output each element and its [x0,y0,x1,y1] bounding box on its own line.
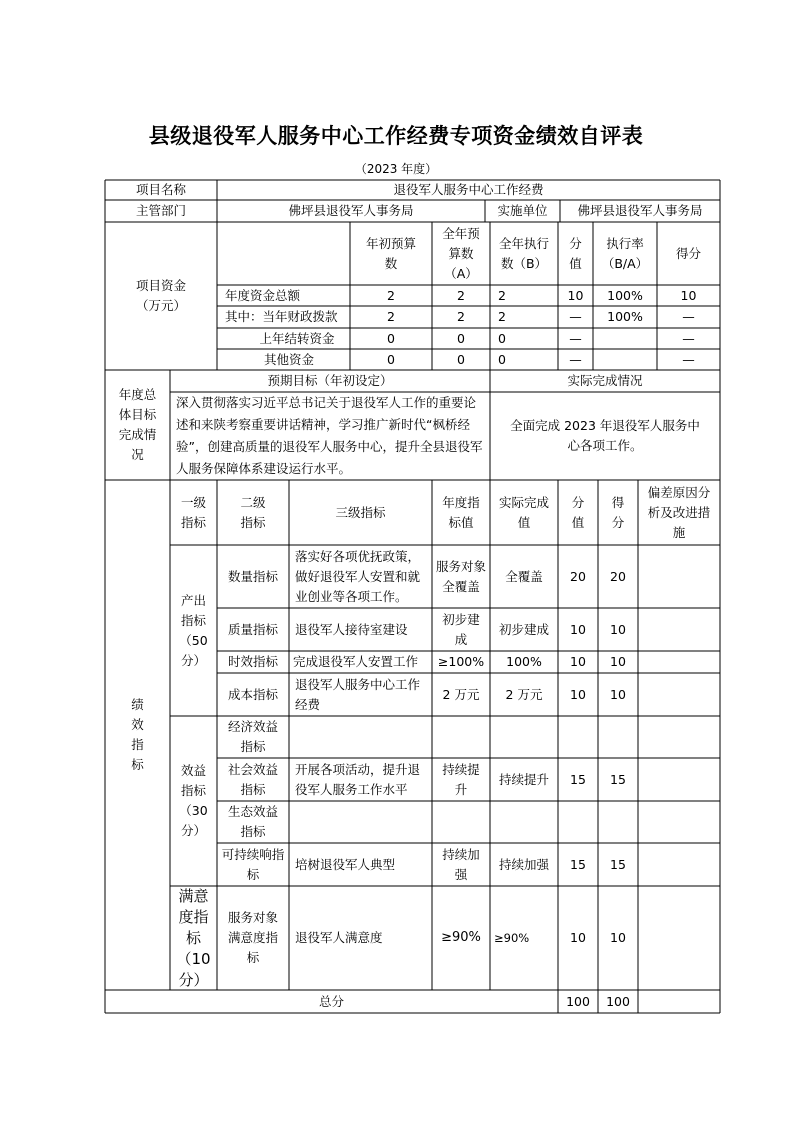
perf-row-level2: 时效指标 [227,654,278,669]
perf-row-target [432,716,490,758]
perf-row-level2: 生态效益指标 [227,804,278,839]
perf-row-score: 20 [610,568,626,584]
perf-row-deviation [638,758,720,801]
perf-row-deviation [638,886,720,990]
funds-label [105,222,217,370]
funds-row-budget: 2 [457,287,465,303]
perf-row-target: ≥90% [441,930,481,945]
total-score: 100 [606,993,630,1009]
perf-row-deviation [638,843,720,886]
perf-row-score [598,716,638,758]
funds-row-value: — [569,309,582,324]
perf-row-level2: 成本指标 [227,686,278,702]
perf-row-actual: 100% [506,654,542,669]
perf-row-level2: 质量指标 [227,621,278,637]
total-value: 100 [566,993,590,1009]
perf-row-value: 15 [570,856,586,872]
perf-row-level3: 完成退役军人安置工作 [293,654,419,669]
funds-row-budget: 0 [457,330,465,346]
perf-header-deviation: 偏差原因分析及改进措施 [647,484,711,540]
funds-row-init: 2 [387,309,395,324]
perf-benefit-label: 效益指标（30分） [179,763,208,838]
perf-row-level2: 服务对象满意度指标 [227,910,278,965]
perf-row-value: 10 [570,686,586,702]
perf-row-score: 15 [610,771,626,787]
perf-row-deviation [638,716,720,758]
goals-expected-text [170,392,490,480]
perf-row-score: 10 [610,654,626,669]
perf-row-level2: 经济效益指标 [227,719,278,754]
goals-expected-text-content: 深入贯彻落实习近平总书记关于退役军人工作的重要论述和来陕考察重要讲话精神，学习推广新时代“枫桥经验”，创建高质量的退役军人服务中心，提升全县退役军人服务保障体系建设运行水平。 [176,395,483,476]
perf-output-label: 产出指标（50分） [179,592,208,668]
perf-row-actual: 2 万元 [505,686,543,702]
perf-row-deviation [638,545,720,608]
perf-row-target: ≥100% [437,654,485,669]
perf-row-level3 [289,801,432,843]
impl-label: 实施单位 [497,203,548,218]
perf-row-target: 持续加强 [442,846,480,882]
funds-row-init: 2 [387,287,395,303]
funds-row-value: — [569,351,582,367]
funds-row-exec: 0 [498,351,506,367]
funds-row-rate [593,328,657,349]
perf-row-level3: 开展各项活动，提升退役军人服务工作水平 [295,761,421,797]
funds-row-label: 其他资金 [263,351,314,367]
perf-row-score: 15 [610,856,626,872]
perf-row-level3: 退役军人服务中心工作经费 [295,676,421,712]
header-score-value: 分值 [569,235,582,271]
perf-row-value: 10 [570,621,586,637]
perf-row-level3: 落实好各项优抚政策，做好退役军人安置和就业创业等各项工作。 [295,548,421,604]
perf-row-value: 10 [570,654,586,669]
funds-label-line2: （万元） [135,298,186,313]
funds-row-score: — [682,309,695,324]
header-exec-rate: 执行率（B/A） [601,235,649,271]
perf-row-value [558,801,598,843]
perf-row-deviation [638,651,720,673]
perf-row-level3: 退役军人满意度 [295,930,383,945]
perf-row-deviation [638,673,720,716]
dept-label: 主管部门 [135,203,186,218]
perf-header-score: 得分 [611,494,625,530]
perf-row-target: 初步建成 [442,611,480,647]
perf-row-actual: ≥90% [494,931,530,945]
perf-row-score [598,801,638,843]
header-year-budget: 全年预算数（A） [442,225,480,281]
funds-row-score: — [682,330,695,346]
funds-row-score: — [682,351,695,367]
perf-row-value [558,716,598,758]
header-year-exec: 全年执行数（B） [498,235,549,271]
perf-row-actual [490,801,558,843]
perf-row-score: 10 [610,621,626,637]
funds-row-init: 0 [387,351,395,367]
funds-row-exec: 2 [498,287,506,303]
perf-row-level3: 退役军人接待室建设 [295,621,408,637]
perf-header-level1: 一级指标 [180,494,206,530]
perf-row-level3: 培树退役军人典型 [295,856,396,872]
perf-label: 绩效指标 [131,697,144,772]
goals-actual-header: 实际完成情况 [567,373,643,388]
funds-row-init: 0 [387,330,395,346]
perf-row-level3 [289,716,432,758]
perf-row-level2: 社会效益指标 [227,761,278,797]
funds-row-value: 10 [567,287,584,303]
funds-row-budget: 0 [457,351,465,367]
funds-row-exec: 0 [498,330,506,346]
goals-label: 年度总体目标完成情况 [118,387,157,462]
perf-row-value: 10 [570,930,586,945]
perf-row-value: 20 [570,568,586,584]
dept-value: 佛坪县退役军人事务局 [288,203,414,218]
perf-header-target: 年度指标值 [442,494,480,530]
perf-row-deviation [638,608,720,651]
perf-row-score: 10 [610,686,626,702]
perf-row-level2: 可持续响指标 [221,846,285,882]
perf-header-level2: 二级指标 [240,494,266,530]
funds-row-label: 年度资金总额 [225,287,301,303]
perf-header-level3: 三级指标 [335,504,386,520]
perf-header-value: 分值 [571,494,585,530]
funds-row-budget: 2 [457,309,465,324]
perf-row-actual: 全覆盖 [505,568,543,584]
perf-row-target [432,801,490,843]
perf-row-target: 2 万元 [442,686,480,702]
impl-value: 佛坪县退役军人事务局 [577,203,703,218]
funds-row-label: 上年结转资金 [259,330,335,346]
funds-row-rate: 100% [607,287,643,303]
perf-row-target: 服务对象全覆盖 [436,558,487,594]
funds-row-label: 其中：当年财政拨款 [225,309,338,324]
funds-row-rate: 100% [607,309,643,324]
document-year: （2023 年度） [354,162,438,176]
perf-row-level2: 数量指标 [227,568,278,584]
perf-row-target: 持续提升 [442,761,480,797]
funds-row-exec: 2 [498,309,506,324]
perf-row-score: 10 [610,930,626,945]
perf-row-actual: 持续加强 [498,856,549,872]
perf-header-actual: 实际完成值 [498,494,549,530]
document-title: 县级退役军人服务中心工作经费专项资金绩效自评表 [148,123,644,148]
funds-row-rate [593,349,657,370]
project-name-label: 项目名称 [135,182,186,197]
perf-row-actual [490,716,558,758]
perf-row-value: 15 [570,771,586,787]
goals-actual-text: 全面完成 2023 年退役军人服务中心各项工作。 [510,418,700,453]
perf-row-actual: 持续提升 [498,771,549,787]
header-score: 得分 [675,245,701,261]
goals-expected-header: 预期目标（年初设定） [267,373,393,388]
perf-row-actual: 初步建成 [498,621,549,637]
perf-row-deviation [638,801,720,843]
funds-row-value: — [569,330,582,346]
funds-row-score: 10 [680,287,697,303]
total-label: 总分 [318,993,344,1009]
perf-satisfaction-label: 满意度指标（10分） [176,886,211,989]
funds-label-line1: 项目资金 [135,278,186,293]
project-name-value: 退役军人服务中心工作经费 [393,182,544,197]
header-init-budget: 年初预算数 [365,235,416,271]
